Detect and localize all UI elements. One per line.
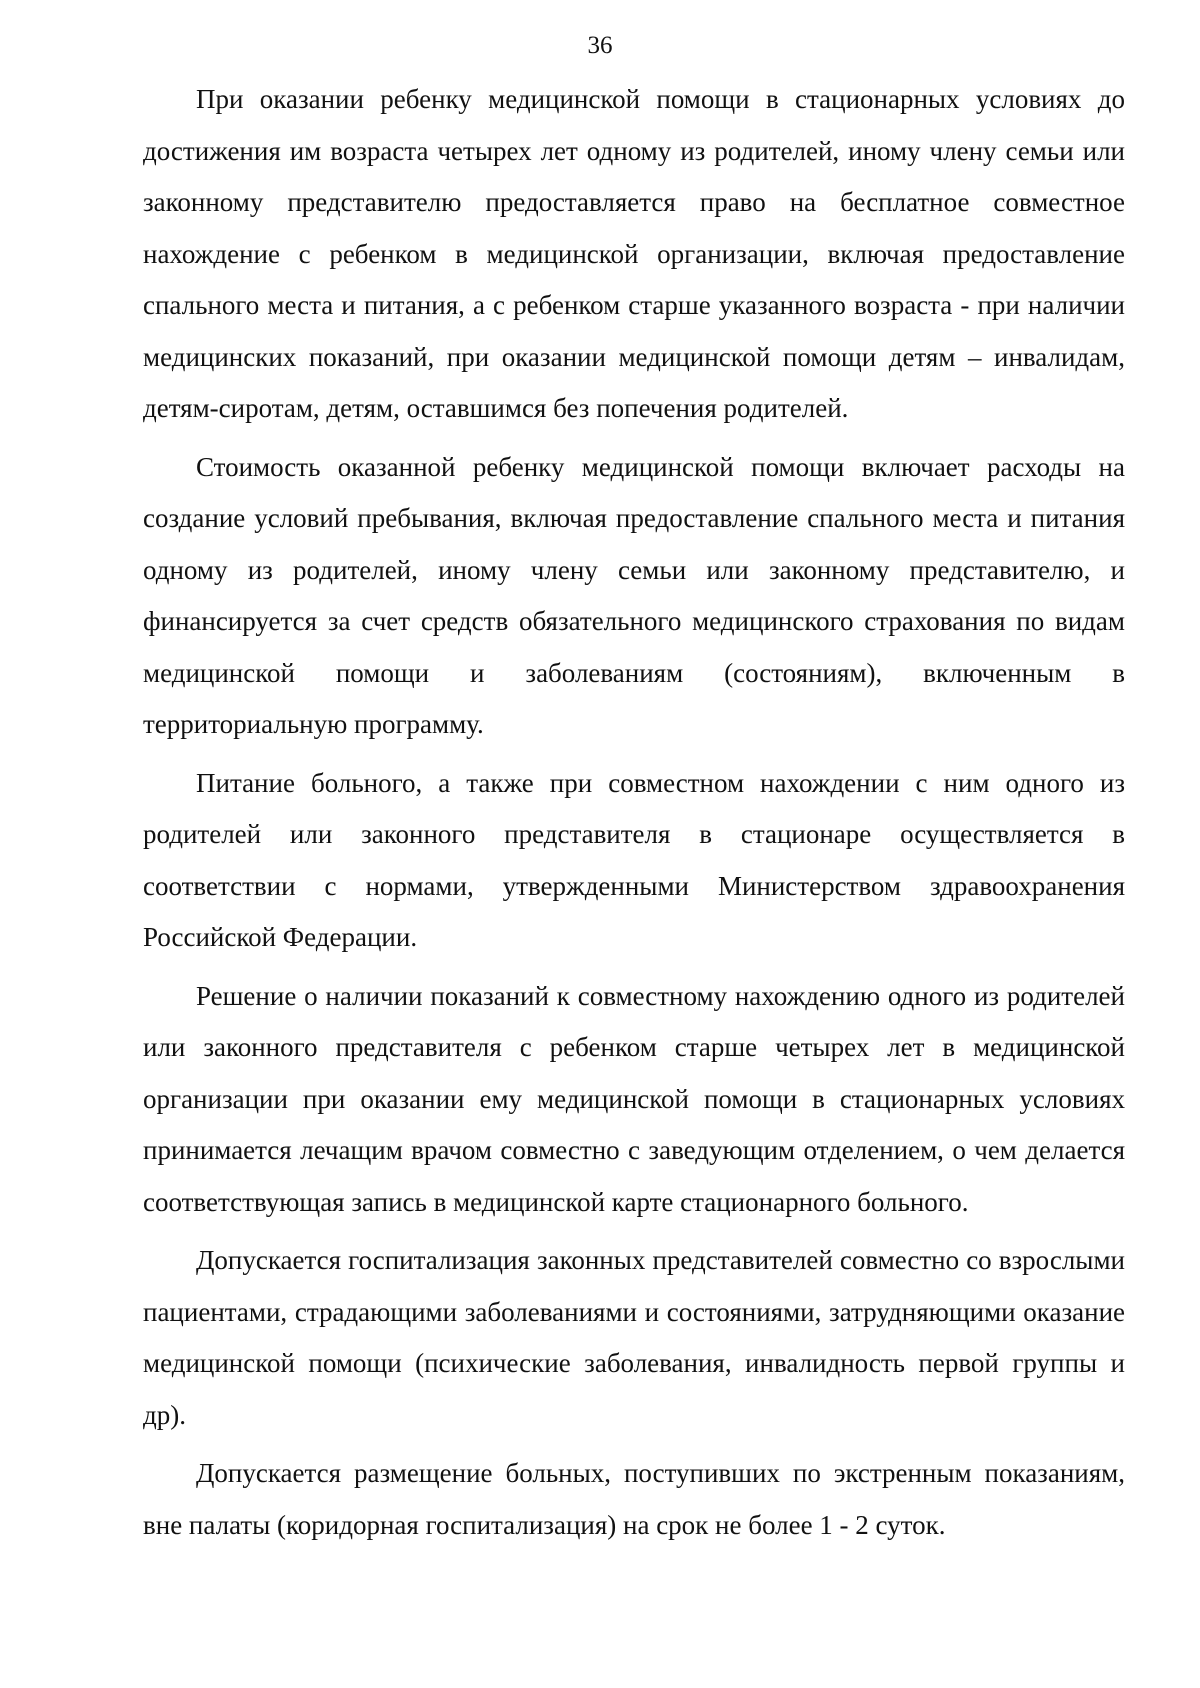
paragraph-adult-patient-representatives: Допускается госпитализация законных представителей совместно со взрослыми пациентами, страдающими заболеваниями и состояниями, затрудняющими оказание медицинской помощи (психические заболевания, инвалидность первой группы и др).: [143, 1245, 1125, 1430]
paragraph-patient-nutrition: Питание больного, а также при совместном нахождении с ним одного из родителей или законного представителя в стационаре осуществляется в соответствии с нормами, утвержденными Министерством здравоохранения Российской Федерации.: [143, 767, 1125, 952]
paragraph-corridor-hospitalization: Допускается размещение больных, поступивших по экстренным показаниям, вне палаты (коридорная госпитализация) на срок не более 1 - 2 суток.: [143, 1458, 1125, 1540]
paragraph-decision-on-indications: Решение о наличии показаний к совместному нахождению одного из родителей или законного представителя с ребенком старше четырех лет в медицинской организации при оказании ему медицинской помощи в стационарных условиях принимается лечащим врачом совместно с заведующим отделением, о чем делается соответствующая запись в медицинской карте стационарного больного.: [143, 980, 1125, 1217]
document-body: [143, 74, 1125, 1551]
page-number: 36: [587, 32, 613, 59]
paragraph-cost-of-care: Стоимость оказанной ребенку медицинской помощи включает расходы на создание условий пребывания, включая предоставление спального места и питания одному из родителей, иному члену семьи или законному представителю, и финансируется за счет средств обязательного медицинского страхования по видам медицинской помощи и заболеваниям (состояниям), включенным в территориальную программу.: [143, 451, 1125, 739]
paragraph-child-accompaniment: При оказании ребенку медицинской помощи в стационарных условиях до достижения им возраста четырех лет одному из родителей, иному члену семьи или законному представителю предоставляется право на бесплатное совместное нахождение с ребенком в медицинской организации, включая предоставление спального места и питания, а с ребенком старше указанного возраста - при наличии медицинских показаний, при оказании медицинской помощи детям – инвалидам, детям-сиротам, детям, оставшимся без попечения родителей.: [143, 84, 1125, 423]
